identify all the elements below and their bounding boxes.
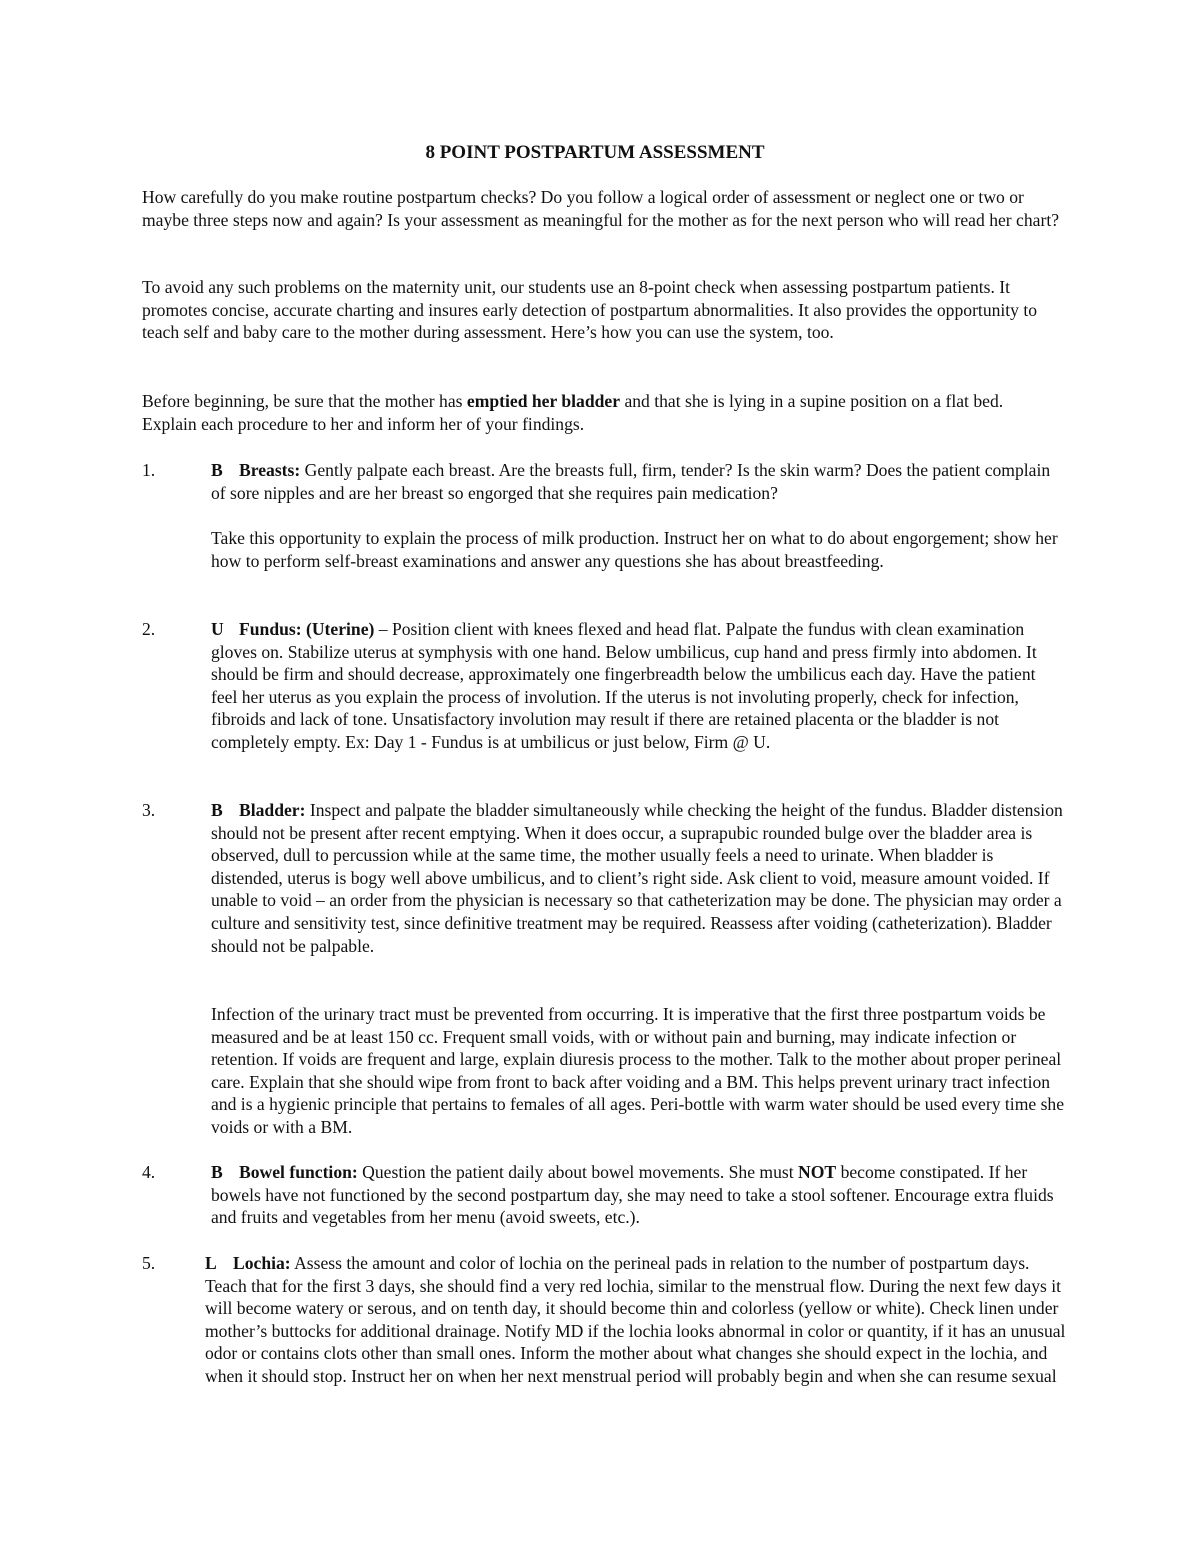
item-heading-detail: (Uterine) [301, 619, 375, 639]
item-number-2: 2. [142, 619, 156, 639]
item-letter: B [211, 800, 223, 820]
item-bladder-infection: Infection of the urinary tract must be prevented from occurring. It is imperative that the first three postpartum voids be measured and be at least 150 cc. Frequent small voids, with or without pain and burning, may indicate infection or retention. If voids are frequent and large, explain diuresis process to the mother. Talk to the mother about proper perineal care. Explain that she should wipe from front to back after voiding and a BM. This helps prevent urinary tract infection and is a hygienic principle that pertains to females of all ages. Peri-bottle with warm water should be used every time she voids or with a BM. [211, 1004, 1065, 1137]
intro-paragraph-1: How carefully do you make routine postpartum checks? Do you follow a logical order of assessment or neglect one or two or maybe three steps now and again? Is your assessment as meaningful for the mother as for the next person who will read her chart? [142, 187, 1060, 230]
item-heading: Breasts: [239, 460, 301, 480]
before-beginning-paragraph: Before beginning, be sure that the mother has emptied her bladder and that she is lying in a supine position on a flat bed. Explain each procedure to her and inform her of your findings. [142, 391, 1004, 434]
item-bladder: B Bladder: Inspect and palpate the bladder simultaneously while checking the height of the fundus. Bladder distension should not be present after recent emptying. When it does occur, a suprapubic rounded bulge over the bladder area is observed, dull to percussion while at the same time, the mother usually feels a need to urinate. When bladder is distended, uterus is bogy well above umbilicus, and to client’s right side. Ask client to void, measure amount voided. If unable to void – an order from the physician is necessary so that catheterization may be done. The physician may order a culture and sensitivity test, since definitive treatment may be required. Reassess after voiding (catheterization). Bladder should not be palpable. [211, 800, 1063, 956]
item-number-1: 1. [142, 460, 156, 480]
item-fundus: U Fundus: (Uterine) – Position client with knees flexed and head flat. Palpate the fundus with clean examination gloves on. Stabilize uterus at symphysis with one hand. Below umbilicus, cup hand and press firmly into abdomen. It should be firm and should decrease, approximately one fingerbreadth below the umbilicus each day. Have the patient feel her uterus as you explain the process of involution. If the uterus is not involuting properly, check for infection, fibroids and lack of tone. Unsatisfactory involution may result if there are retained placenta or the bladder is not completely empty. Ex: Day 1 - Fundus is at umbilicus or just below, Firm @ U. [211, 619, 1037, 752]
item-heading: Fundus: [239, 619, 302, 639]
item-heading: Lochia: [233, 1253, 291, 1273]
item-heading: Bowel function: [239, 1162, 358, 1182]
document-title: 8 POINT POSTPARTUM ASSESSMENT [425, 142, 765, 163]
item-letter: L [205, 1253, 217, 1273]
emphasis-empty-bladder: emptied her bladder [466, 391, 621, 411]
item-breasts: B Breasts: Gently palpate each breast. Are the breasts full, firm, tender? Is the skin warm? Does the patient complain of sore nipples and are her breast so engorged that she requires pain medication? [211, 460, 1051, 503]
item-letter: B [211, 1162, 223, 1182]
item-number-5: 5. [142, 1253, 156, 1273]
emphasis-not: NOT [798, 1162, 837, 1182]
item-lochia: L Lochia: Assess the amount and color of lochia on the perineal pads in relation to the number of postpartum days. Teach that for the first 3 days, she should find a very red lochia, similar to the menstrual flow. During the next few days it will become watery or serous, and on tenth day, it should become thin and colorless (yellow or white). Check linen under mother’s buttocks for additional drainage. Notify MD if the lochia looks abnormal in color or quantity, if it has an unusual odor or contains clots other than small ones. Inform the mother about what changes she should expect in the lochia, and when it should stop. Instruct her on when her next menstrual period will probably begin and when she can resume sexual [205, 1253, 1066, 1386]
item-bowel-function: B Bowel function: Question the patient daily about bowel movements. She must NOT become constipated. If her bowels have not functioned by the second postpartum day, she may need to take a stool softener. Encourage extra fluids and fruits and vegetables from her menu (avoid sweets, etc.). [211, 1162, 1054, 1228]
item-number-3: 3. [142, 800, 156, 820]
item-breasts-teaching: Take this opportunity to explain the process of milk production. Instruct her on what to do about engorgement; show her how to perform self-breast examinations and answer any questions she has about breastfeeding. [211, 528, 1058, 571]
intro-paragraph-2: To avoid any such problems on the maternity unit, our students use an 8-point check when assessing postpartum patients. It promotes concise, accurate charting and insures early detection of postpartum abnormalities. It also provides the opportunity to teach self and baby care to the mother during assessment. Here’s how you can use the system, too. [142, 277, 1038, 343]
item-letter: B [211, 460, 223, 480]
item-heading: Bladder: [239, 800, 306, 820]
item-number-4: 4. [142, 1162, 156, 1182]
item-letter: U [211, 619, 224, 639]
